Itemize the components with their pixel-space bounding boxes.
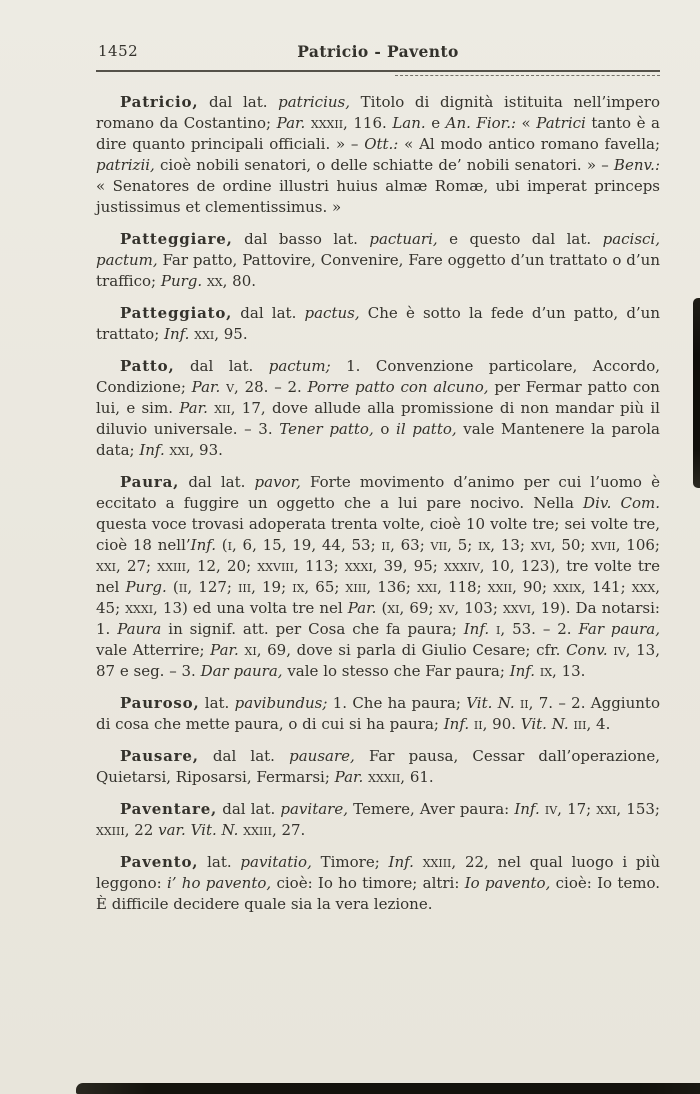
italic-text: Inf. [388,853,414,871]
italic-text: Inf. [514,800,540,818]
italic-text: Io pavento, [464,874,551,892]
body-text: vale lo stesso che Far paura; [282,662,510,680]
body-text: per Fermar patto con lui, e sim. [96,378,660,417]
body-text: , 4. [586,715,611,733]
italic-text: Inf. [190,536,217,554]
italic-text: Porre patto con alcuno, [307,378,489,396]
italic-text: An. Fior.: [445,114,517,132]
body-text: Timore; [311,853,389,871]
body-text: , 80. [222,272,257,290]
body-text: e questo dal lat. [437,230,603,248]
entries [96,92,660,915]
body-text [414,853,423,871]
body-text: , 22 [124,821,159,839]
body-text: , 69, dove si parla di Giulio Cesare; cfr. [256,641,567,659]
body-text: cioè nobili senatori, o delle schiatte de’ nobili senatori. » – [154,156,614,174]
body-text: , 116. [343,114,393,132]
italic-text: Par. [334,768,364,786]
italic-text: Inf. [139,441,165,459]
page-header [96,42,660,66]
italic-text: Par. [179,399,208,417]
dictionary-entry [96,92,660,218]
italic-text: Paura [117,620,162,638]
italic-text: Patrici [536,114,586,132]
italic-text: Purg. [160,272,203,290]
body-text: , 17; [557,800,597,818]
body-text: dal lat. [174,357,269,375]
body-text: « [516,114,537,132]
entry-headword: Pauroso, [120,694,200,712]
body-text: dal lat. [232,304,305,322]
body-text: Da notarsi: 1. [96,599,660,638]
body-text: Forte movimento d’animo per cui l’uomo è eccitato a fuggire un oggetto che a lui pare nocivo. Nella [96,473,660,512]
dictionary-entry [96,303,660,345]
italic-text: Purg. [125,578,167,596]
italic-text: Par. [276,114,306,132]
entry-headword: Pavento, [120,853,199,871]
italic-text: patricius, [278,93,350,111]
entry-headword: Paventare, [120,800,218,818]
smallcaps-reference: xxiii [243,821,272,839]
body-text: dal basso lat. [232,230,370,248]
smallcaps-reference: xxxii [368,768,401,786]
smallcaps-reference: xxi [194,325,215,343]
dictionary-entry [96,472,660,682]
dictionary-entry [96,229,660,292]
smallcaps-reference: xxiii [96,821,125,839]
body-text: , 7. – 2. Aggiunto di cosa che mette paura, o di cui si ha paura; [96,694,660,733]
scan-artifact-right-edge [693,298,700,488]
italic-text: pausare, [289,747,355,765]
italic-text: Par. [210,641,239,659]
body-text: dal lat. [179,473,255,491]
italic-text: Div. Com. [583,494,660,512]
body-text: lat. [199,694,235,712]
smallcaps-reference: xi [244,641,257,659]
body-text: vale Atterrire; [96,641,211,659]
smallcaps-reference: xxi [169,441,190,459]
header-rule [96,70,660,72]
italic-text: Far paura, [578,620,660,638]
body-text: o [373,420,397,438]
text-column [96,42,660,926]
italic-text: Vit. N. [466,694,515,712]
dictionary-entry [96,799,660,841]
body-text: dal lat. [198,747,290,765]
body-text: dal lat. [217,800,281,818]
italic-text: Dar paura, [200,662,283,680]
italic-text: Par. [191,378,221,396]
body-text: Titolo di dignità istituita nell’impero romano da Costantino; [96,93,660,132]
smallcaps-reference: xxiii [422,853,452,871]
body-text: , 17, dove allude alla promissione di non mandar più il diluvio universale. – 3. [96,399,660,438]
body-text: , 13. [552,662,586,680]
dictionary-entry [96,693,660,735]
dictionary-entry [96,852,660,915]
body-text: , 90. [482,715,521,733]
italic-text: Vit. N. [520,715,569,733]
italic-text: var. Vit. N. [158,821,239,839]
body-text: 1. Convenzione particolare, Accordo, Condizione; [96,357,660,396]
body-text: « Al modo antico romano favella; [398,135,660,153]
entry-headword: Patto, [120,357,175,375]
italic-text: pavibundus; [234,694,328,712]
body-text: , 53. – 2. [500,620,579,638]
italic-text: Ott.: [364,135,399,153]
dictionary-entry [96,746,660,788]
body-text: , 28. – 2. [234,378,308,396]
italic-text: Inf. [509,662,536,680]
body-text: vale Mantenere la parola data; [96,420,660,459]
entry-headword: Paura, [120,473,180,491]
italic-text: Lan. [392,114,426,132]
body-text: e [425,114,446,132]
body-text: lat. [198,853,241,871]
italic-text: pavitatio, [240,853,312,871]
smallcaps-reference: xxxii [310,114,344,132]
smallcaps-reference: (i, 6, 15, 19, 44, 53; ii, 63; vii, 5; ix, 13; xvi, 50; xvii, 106; xxi, 27; xxiii, 12, 20; xxviii, 113; xxxi, 39, 95; xxxiv, 10, 123), [96,536,660,575]
body-text [489,620,496,638]
body-text: ed una volta tre nel [187,599,348,617]
smallcaps-reference: ix [539,662,553,680]
smallcaps-reference: iii [573,715,587,733]
entry-headword: Patteggiato, [120,304,233,322]
smallcaps-reference: xii [214,399,231,417]
smallcaps-reference: iv [613,641,626,659]
entry-headword: Pausare, [120,747,199,765]
smallcaps-reference: (ii, 127; iii, 19; ix, 65; xiii, 136; xxi, 118; xxii, 90; xxix, 141; xxx, 45; xxxi, 13) [96,578,660,617]
smallcaps-reference: v [226,378,235,396]
italic-text: il patto, [396,420,457,438]
header-rule-dashed [395,75,660,76]
body-text: Far patto, Pattovire, Convenire, Fare oggetto d’un trattato o d’un traffico; [96,251,660,290]
italic-text: Conv. [566,641,608,659]
dictionary-entry [96,356,660,461]
italic-text: Inf. [164,325,190,343]
entry-headword: Patteggiare, [120,230,233,248]
smallcaps-reference: ii [473,715,483,733]
italic-text: pavor, [254,473,301,491]
italic-text: i’ ho pavento, [166,874,272,892]
smallcaps-reference: iv [544,800,558,818]
entry-headword: Patricio, [120,93,199,111]
italic-text: pacisci, pactum, [96,230,661,269]
italic-text: Tener patto, [279,420,374,438]
smallcaps-reference: xxi [596,800,617,818]
body-text: Che è sotto la fede d’un patto, d’un trattato; [96,304,661,343]
smallcaps-reference: i [496,620,501,638]
body-text: , 153; [616,800,660,818]
italic-text: Inf. [463,620,490,638]
smallcaps-reference: (xi, 69; xv, 103; xxvi, 19). [381,599,571,617]
body-text: dal lat. [198,93,279,111]
scan-artifact-bottom-edge [76,1083,700,1094]
italic-text: patrizii, [96,156,155,174]
body-text: Far pausa, Cessar dall’operazione, Quietarsi, Riposarsi, Fermarsi; [96,747,660,786]
body-text: tanto è a dire quanto principali officiali. » – [96,114,660,153]
italic-text: Benv.: [613,156,660,174]
body-text: , 27. [271,821,306,839]
body-text: « Senatores de ordine illustri huius almæ Romæ, ubi imperat princeps justissimus et clementissimus. » [96,177,660,216]
body-text: , 95. [214,325,248,343]
body-text: , 61. [400,768,434,786]
page-number: 1452 [98,42,139,60]
body-text: questa voce trovasi adoperata trenta volte, cioè 10 volte tre; sei volte tre, cioè 18 nell’ [96,515,660,554]
italic-text: pavitare, [280,800,348,818]
italic-text: Inf. [443,715,470,733]
body-text: , 22, nel qual luogo i più leggono: [96,853,660,892]
italic-text: Par. [347,599,377,617]
body-text: 1. Che ha paura; [327,694,467,712]
smallcaps-reference: xx [206,272,223,290]
running-head: Patricio - Pavento [297,42,459,61]
body-text: Temere, Aver paura: [348,800,515,818]
body-text: cioè: Io ho timore; altri: [271,874,465,892]
italic-text: pactuari, [369,230,438,248]
body-text: , 13, 87 e seg. – 3. [96,641,660,680]
body-text: in signif. att. per Cosa che fa paura; [161,620,464,638]
italic-text: pactum; [268,357,331,375]
body-text: tre volte tre nel [96,557,660,596]
body-text: cioè: Io temo. È difficile decidere quale sia la vera lezione. [96,874,660,913]
body-text: , 93. [189,441,223,459]
smallcaps-reference: ii [519,694,529,712]
italic-text: pactus, [304,304,360,322]
